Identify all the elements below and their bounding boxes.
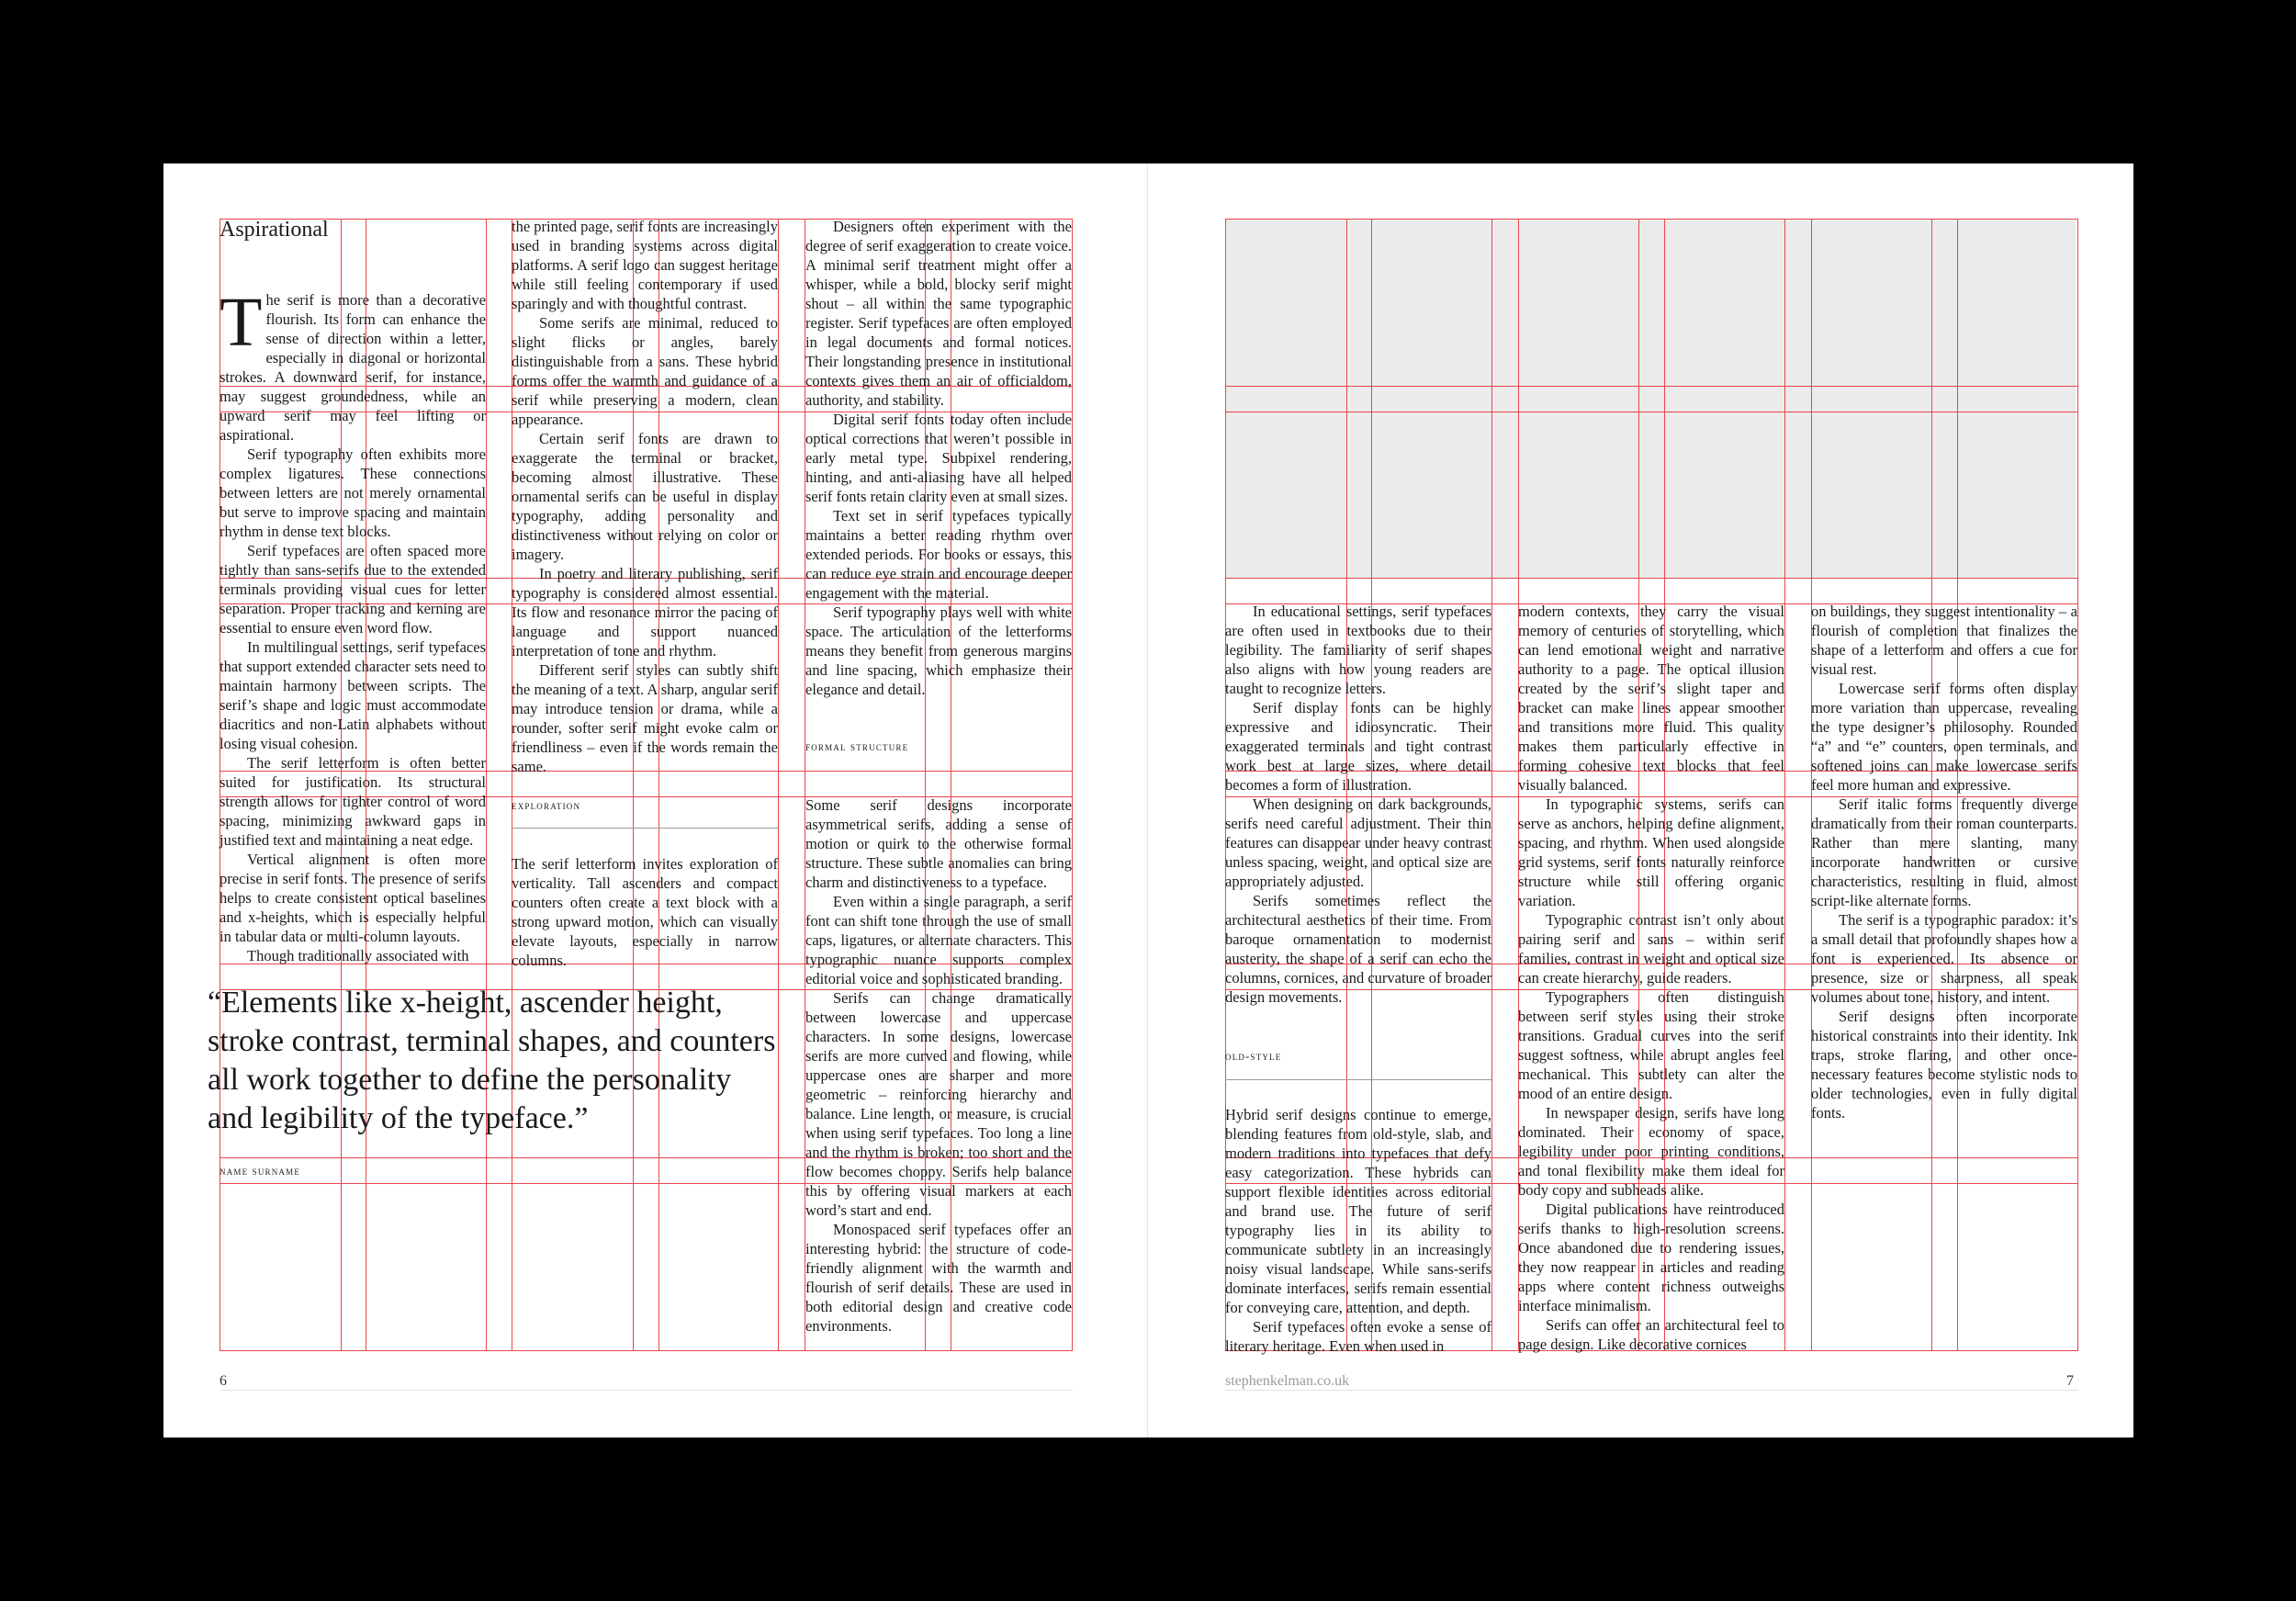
left-page bbox=[163, 163, 1148, 1438]
paragraph: Lowercase serif forms often display more variation than uppercase, revealing the type designer’s philosophy. Rounded “a” and “e” counters, open terminals, and softened joins can make lowercase serifs feel more human and expressive. bbox=[1811, 680, 2077, 794]
paragraph: Serifs sometimes reflect the architectural aesthetics of their time. From baroque ornamentation to modernist austerity, the shape of a serif can echo the columns, cornices, and curvature of broader design movements. bbox=[1225, 892, 1492, 1006]
paragraph: Serif designs often incorporate historical constraints into their identity. Ink traps, stroke flaring, and other once-necessary features become stylistic nods to older technologies, even in fully digital fonts. bbox=[1811, 1008, 2077, 1122]
paragraph: Monospaced serif typefaces offer an interesting hybrid: the structure of code-friendly alignment with the warmth and flourish of serif details. These are used in both editorial design and creative code environments. bbox=[805, 1221, 1072, 1335]
paragraph: Different serif styles can subtly shift the meaning of a text. A sharp, angular serif may introduce tension or drama, while a rounder, softer serif might evoke calm or friendliness – even if the words remain the same. bbox=[512, 661, 778, 775]
paragraph: Serif typography plays well with white space. The articulation of the letterforms means they benefit from generous margins and line spacing, which emphasize their elegance and detail. bbox=[805, 603, 1072, 698]
paragraph: on buildings, they suggest intentionality – a flourish of completion that finalizes the shape of a letterform and offers a cue for visual rest. bbox=[1811, 603, 2077, 678]
exploration-text: The serif letterform invites exploration of verticality. Tall ascenders and compact counters often create a text block with a strong upward motion, which can visually elevate layouts, especially in narrow columns. bbox=[512, 855, 778, 969]
formal-structure-text bbox=[805, 795, 1072, 1336]
paragraph: Serif typefaces are often spaced more tightly than sans-serifs due to the extended terminals providing visual cues for letter separation. Proper tracking and kerning are essential to ensure even word flow. bbox=[219, 542, 486, 637]
paragraph: The serif letterform is often better suited for justification. Its structural strength allows for tighter control of word spacing, minimizing awkward gaps in justified text and maintaining a neat edge. bbox=[219, 754, 486, 849]
paragraph: Certain serif fonts are drawn to exaggerate the terminal or bracket, becoming almost illustrative. These ornamental serifs can be useful in display typography, adding personality and distinctiveness without relying on color or imagery. bbox=[512, 430, 778, 563]
paragraph: Designers often experiment with the degree of serif exaggeration to create voice. A minimal serif treatment might offer a whisper, while a bold, blocky serif might shout – all within the same typographic register. Serif typefaces are often employed in legal documents and formal notices. Their longstanding presence in institutional contexts gives them an air of officialdom, authority, and stability. bbox=[805, 218, 1072, 409]
website-url: stephenkelman.co.uk bbox=[1225, 1373, 1350, 1389]
paragraph: The serif is a typographic paradox: it’s a small detail that profoundly shapes how a font is experienced. Its absence or presence, size or sharpness, all speak volumes about tone, history, and intent. bbox=[1811, 911, 2077, 1006]
paragraph: Text set in serif typefaces typically maintains a better reading rhythm over extended periods. For books or essays, this can reduce eye strain and encourage deeper engagement with the material. bbox=[805, 507, 1072, 602]
right-page bbox=[1148, 163, 2133, 1438]
paragraph: Digital serif fonts today often include optical corrections that weren’t possible in early metal type. Subpixel rendering, hinting, and anti-aliasing have all helped serif fonts retain clarity even at small sizes. bbox=[805, 411, 1072, 505]
paragraph: Though traditionally associated with bbox=[247, 947, 469, 964]
paragraph: When designing on dark backgrounds, serifs need careful adjustment. Their thin features can disappear under heavy contrast unless spacing, weight, and optical size are appropriately adjusted. bbox=[1225, 795, 1491, 890]
old-style-label: old-style bbox=[1225, 1050, 1282, 1063]
paragraph: the printed page, serif fonts are increasingly used in branding systems across digital platforms. A serif logo can suggest heritage while still feeling contemporary if used sparingly and with thoughtful contrast. bbox=[512, 218, 779, 312]
left-column-2 bbox=[512, 217, 778, 776]
paragraph: In newspaper design, serifs have long dominated. Their economy of space, legibility under poor printing conditions, and tonal flexibility make them ideal for body copy and subheads alike. bbox=[1518, 1104, 1784, 1199]
paragraph: Vertical alignment is often more precise in serif fonts. The presence of serifs helps to create consistent optical baselines and x-heights, which is especially helpful in tabular data or multi-column layouts. bbox=[219, 851, 486, 945]
paragraph: Even within a single paragraph, a serif font can shift tone through the use of small caps, ligatures, or alternate characters. This typographic nuance supports complex editorial voice and sophisticated branding. bbox=[805, 893, 1072, 987]
folio-left: 6 bbox=[219, 1373, 227, 1389]
paragraph: Typographers often distinguish between serif styles using their stroke transitions. Gradual curves into the serif suggest softness, while abrupt angles feel mechanical. This subtlety can alter the mood of an entire design. bbox=[1518, 988, 1784, 1102]
paragraph: Serif display fonts can be highly expressive and idiosyncratic. Their exaggerated terminals and tight contrast work best at large sizes, where detail becomes a form of illustration. bbox=[1225, 699, 1491, 794]
right-column-1 bbox=[1225, 602, 1491, 1007]
pull-quote: “Elements like x-height, ascender height, stroke contrast, terminal shapes, and counters all work together to define the personality and legibility of the typeface.” bbox=[208, 986, 776, 1135]
left-column-1 bbox=[219, 284, 486, 965]
paragraph: he serif is more than a decorative flourish. Its form can enhance the sense of direction within a letter, especially in diagonal or horizontal strokes. A downward serif, for instance, may suggest groundedness, while an upward serif may feel lifting or aspirational. bbox=[219, 291, 486, 444]
left-column-3 bbox=[805, 217, 1072, 699]
paragraph: In educational settings, serif typefaces are often used in textbooks due to their legibility. The familiarity of serif shapes also aligns with how young readers are taught to recognize letters. bbox=[1225, 603, 1491, 697]
folio-right: 7 bbox=[2066, 1373, 2074, 1389]
paragraph: Serifs can change dramatically between lowercase and uppercase characters. In some designs, lowercase serifs are more curved and flowing, while uppercase ones are sharper and more geometric – reinforcing hierarchy and balance. Line length, or measure, is crucial when using serif typefaces. Too long a line and the rhythm is broken; too short and the flow becomes choppy. Serifs help balance this by offering visual markers at each word’s start and end. bbox=[805, 989, 1072, 1219]
paragraph: Serif typefaces often evoke a sense of literary heritage. Even when used in bbox=[1225, 1318, 1491, 1355]
drop-cap: T bbox=[219, 284, 263, 361]
old-style-rule bbox=[1225, 1079, 1491, 1080]
formal-structure-label: formal structure bbox=[805, 740, 909, 753]
paragraph: In poetry and literary publishing, serif typography is considered almost essential. Its flow and resonance mirror the pacing of language and support nuanced interpretation of tone and rhythm. bbox=[512, 565, 778, 660]
old-style-text bbox=[1225, 1105, 1491, 1356]
right-column-2 bbox=[1518, 602, 1784, 1354]
paragraph: In typographic systems, serifs can serve as anchors, helping define alignment, spacing, and rhythm. When used alongside grid systems, serif fonts naturally reinforce structure while still offering organic variation. bbox=[1518, 795, 1784, 909]
page-title: Aspirational bbox=[219, 218, 329, 242]
exploration-label: exploration bbox=[512, 799, 581, 812]
paragraph: Some serifs are minimal, reduced to slight flicks or angles, barely distinguishable from a sans. These hybrid forms offer the warmth and guidance of a serif while preserving a modern, clean appearance. bbox=[512, 314, 778, 428]
paragraph: Digital publications have reintroduced serifs thanks to high-resolution screens. Once abandoned due to rendering issues, they now reappear in articles and reading apps where content richness outweighs interface minimalism. bbox=[1518, 1201, 1784, 1314]
paragraph: modern contexts, they carry the visual memory of centuries of storytelling, which can lend emotional weight and narrative authority to a page. The optical illusion created by the serif’s slight taper and bracket can make lines appear smoother and transitions more fluid. This quality makes them particularly effective in forming cohesive text blocks that feel visually balanced. bbox=[1518, 603, 1784, 794]
paragraph: Some serif designs incorporate asymmetrical serifs, adding a sense of motion or quirk to the otherwise formal structure. These subtle anomalies can bring charm and distinctiveness to a typeface. bbox=[805, 796, 1072, 891]
paragraph: Serif italic forms frequently diverge dramatically from their roman counterparts. Rather than mere slanting, many incorporate handwritten or cursive characteristics, resulting in fluid, almost script-like alternate forms. bbox=[1811, 795, 2077, 909]
right-column-3 bbox=[1811, 602, 2077, 1122]
paragraph: Serifs can offer an architectural feel to page design. Like decorative cornices bbox=[1518, 1316, 1784, 1353]
paragraph: Hybrid serif designs continue to emerge, blending features from old-style, slab, and modern traditions into typefaces that defy easy categorization. These hybrids can support flexible identities across editorial and brand use. The future of serif typography lies in its ability to communicate subtlety in an increasingly noisy visual landscape. While sans-serifs dominate interfaces, serifs remain essential for conveying care, attention, and depth. bbox=[1225, 1106, 1491, 1316]
paragraph: Serif typography often exhibits more complex ligatures. These connections between letters are not merely ornamental but serve to improve spacing and maintain rhythm in dense text blocks. bbox=[219, 445, 486, 540]
exploration-rule bbox=[512, 828, 778, 829]
quote-author: name surname bbox=[219, 1165, 301, 1178]
paragraph: In multilingual settings, serif typefaces that support extended character sets need to maintain harmony between scripts. The serif’s shape and logic must accommodate diacritics and non-Latin alphabets without losing visual cohesion. bbox=[219, 638, 486, 752]
paragraph: Typographic contrast isn’t only about pairing serif and sans – within serif families, contrast in weight and optical size can create hierarchy, guide readers. bbox=[1518, 911, 1784, 987]
